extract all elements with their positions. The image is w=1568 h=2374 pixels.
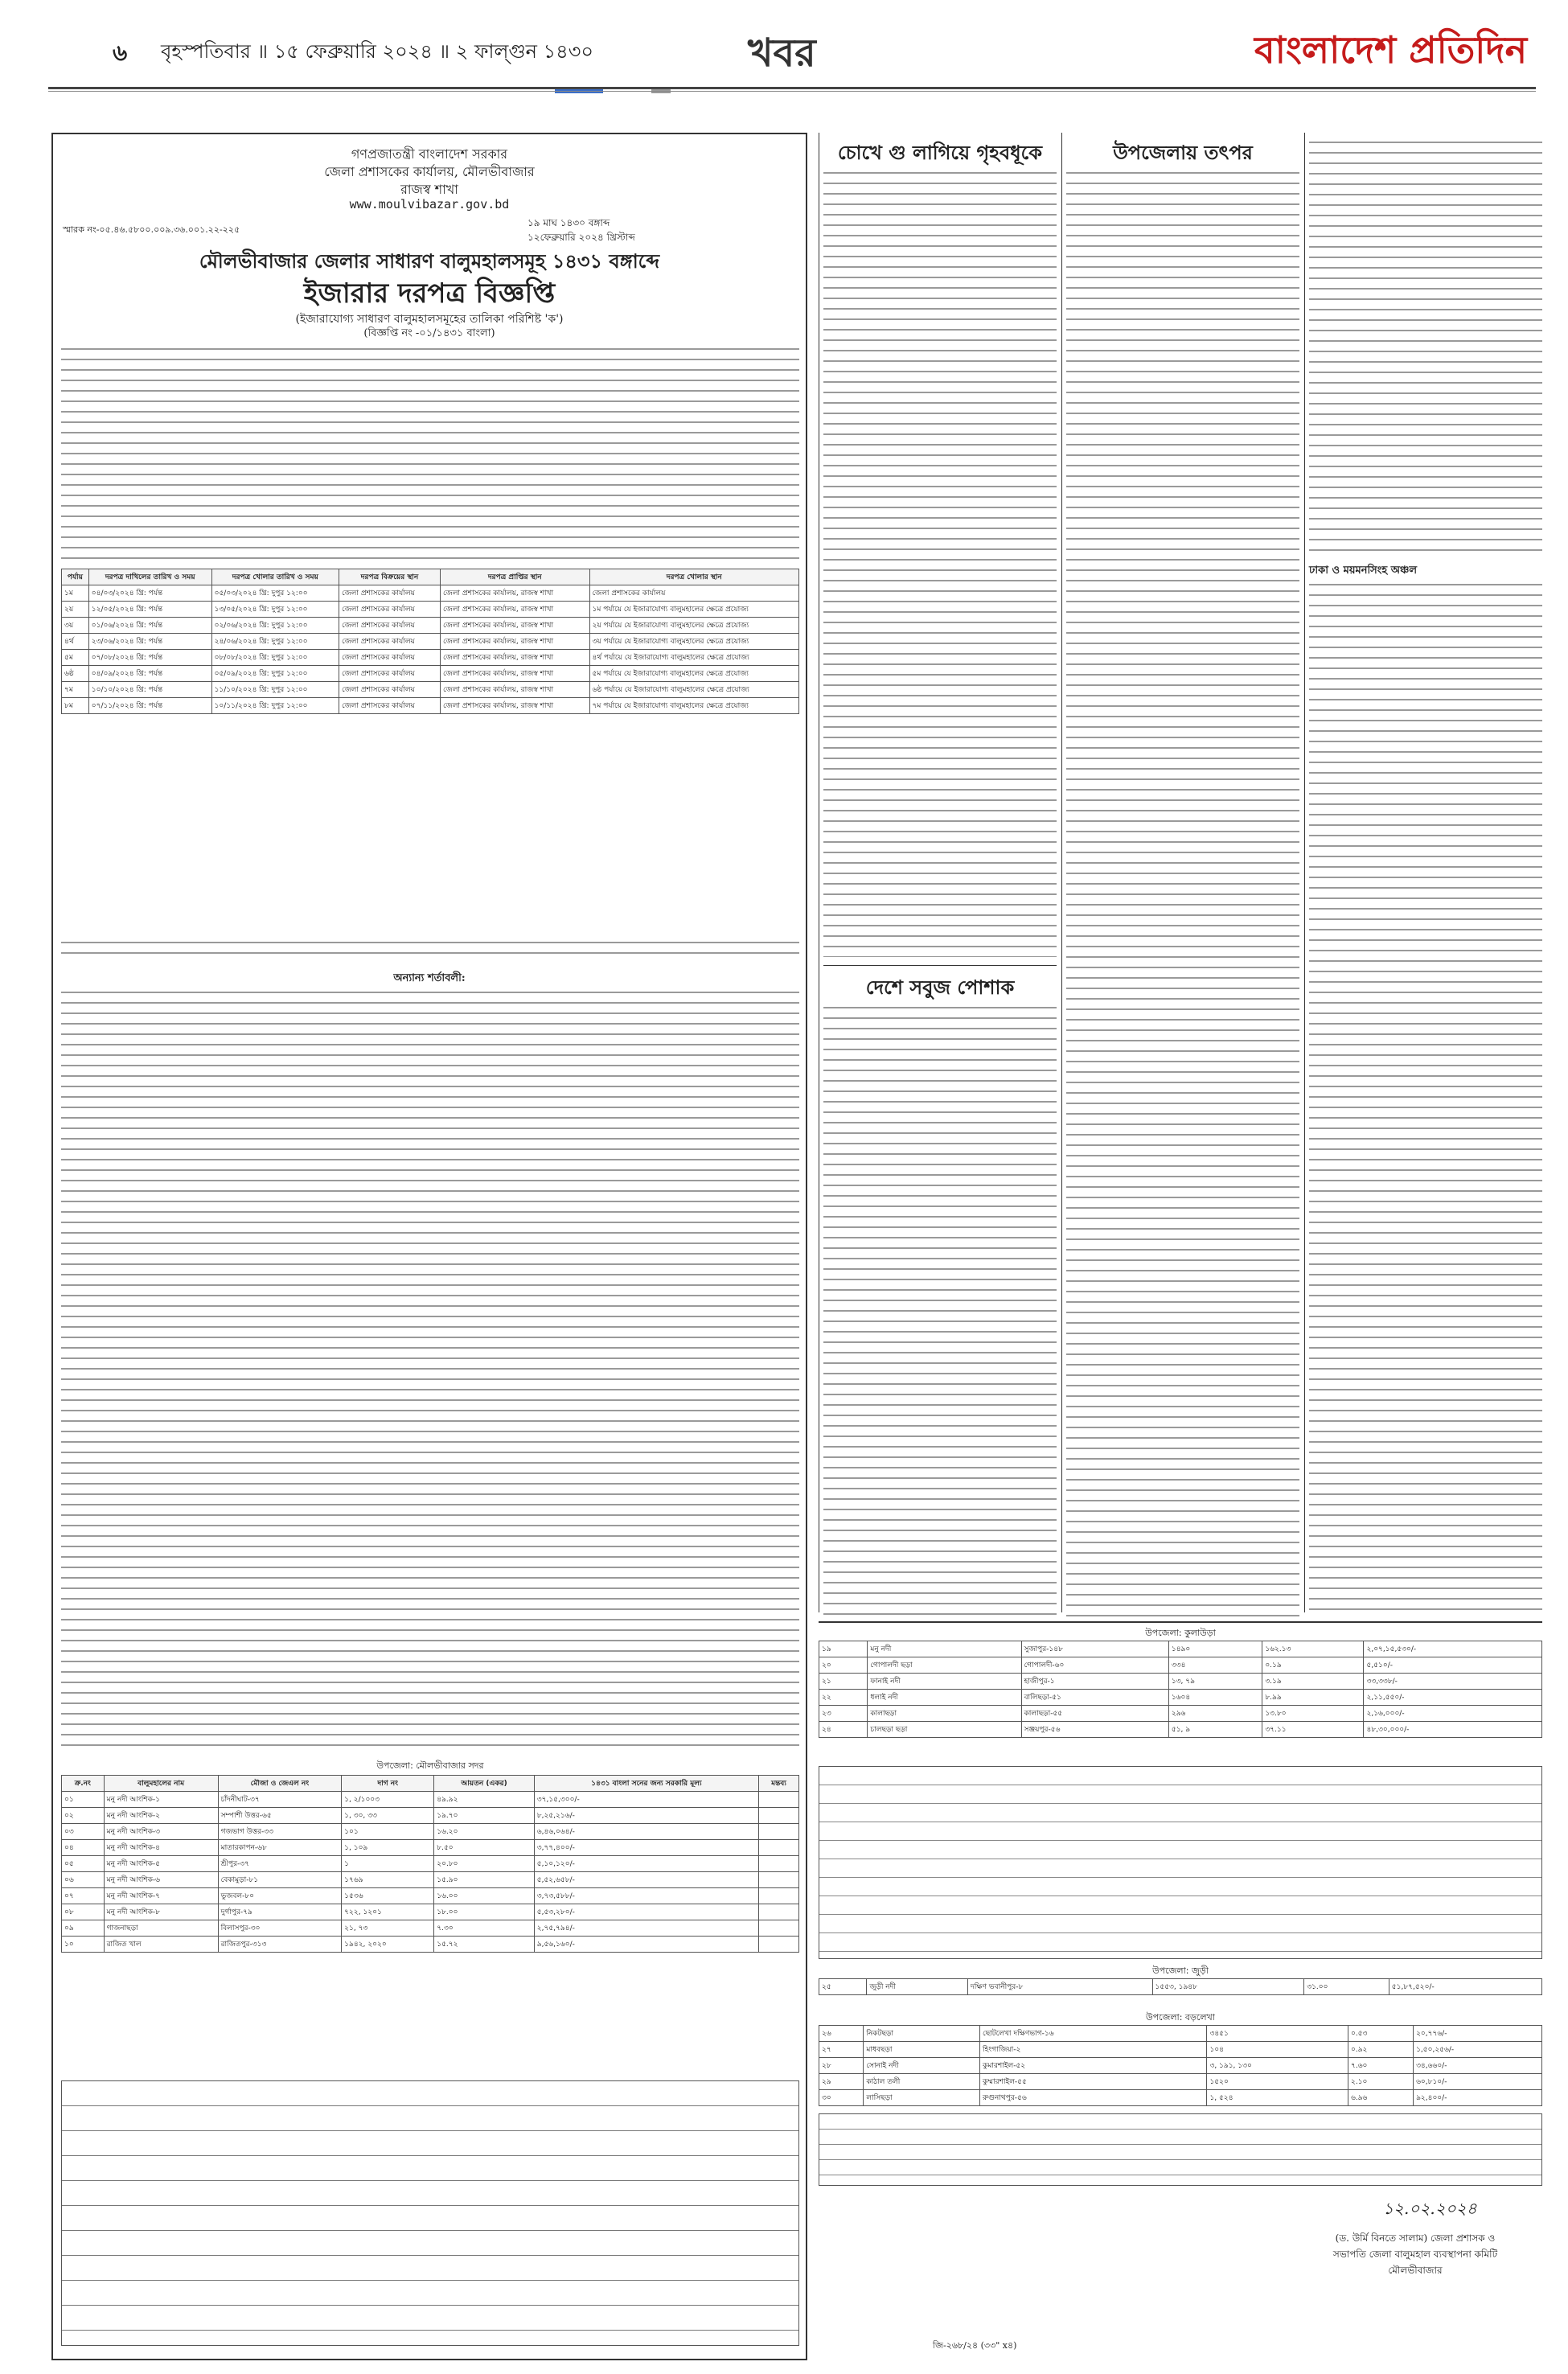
annex-cell (759, 1920, 799, 1937)
annex-cell: ০৭ (62, 1888, 105, 1904)
annex-row (819, 2042, 1542, 2058)
notice-memo: স্মারক নং-০৫.৪৬.৫৮০০.০০৯.৩৬.০০১.২২-২২৫ (63, 224, 240, 235)
page-number: ৬ (113, 39, 128, 66)
annex-cell: সম্পাশী উত্তর-৬৫ (218, 1808, 342, 1824)
annex-cell: ১, ১০৯ (342, 1840, 434, 1856)
annex-cell: ৬০,৮১০/- (1414, 2074, 1542, 2090)
annex-col: মৌজা ও জেএল নং (218, 1776, 342, 1792)
annex-cell: ১৫.৭২ (434, 1937, 535, 1953)
annex-cell: ৬.৯৬ (1348, 2090, 1413, 2106)
annex-cell: ২৮ (819, 2058, 864, 2074)
annex-col: দাগ নং (342, 1776, 434, 1792)
schedule-row (62, 698, 799, 714)
annex-cell: ২৯৬ (1168, 1706, 1262, 1722)
annex-cell: মাতারকাপন-৬৮ (218, 1840, 342, 1856)
annex-cell: মনু নদী আংশিক-৩ (104, 1824, 218, 1840)
headline-crime: চোখে গু লাগিয়ে গৃহবধূকে (837, 142, 1043, 164)
schedule-cell: জেলা প্রশাসকের কার্যালয়, রাজস্ব শাখা (441, 666, 589, 682)
schedule-col: দরপত্র বিক্রয়ের স্থান (339, 569, 440, 585)
annex-cell: ৮,২৫,২১৬/- (534, 1808, 758, 1824)
annex-cell: ১৩.৮০ (1262, 1706, 1364, 1722)
annex-row (819, 1706, 1542, 1722)
schedule-cell: ৮ম (62, 698, 89, 714)
annex-row (819, 1979, 1542, 1995)
annex-cell: ০৪ (62, 1840, 105, 1856)
article-divider (823, 965, 1057, 966)
annex-cell: ২,০৭,১৫,৫৩০/- (1364, 1641, 1542, 1657)
schedule-cell: জেলা প্রশাসকের কার্যালয়, রাজস্ব শাখা (441, 682, 589, 698)
annex-cell: নিকটছড়া (864, 2026, 980, 2042)
schedule-cell: ০৭/০৮/২০২৪ খ্রি: পর্যন্ত (88, 650, 211, 666)
notice-branch: রাজস্ব শাখা (400, 182, 458, 197)
annex-table (61, 1775, 799, 1953)
notice-intro-text (61, 345, 799, 562)
annex-cell: দুর্গাপুর-৭৯ (218, 1904, 342, 1920)
annex-cell: দক্ষিণ ভবানীপুর-৮ (967, 1979, 1152, 1995)
annex-cell: মনু নদী আংশিক-৬ (104, 1872, 218, 1888)
issue-date: বৃহস্পতিবার ॥ ১৫ ফেব্রুয়ারি ২০২৪ ॥ ২ ফাল্গুন ১৪৩০ (161, 40, 593, 63)
annex-col: বালুমহালের নাম (104, 1776, 218, 1792)
annex-cell: মনু নদী আংশিক-৮ (104, 1904, 218, 1920)
annex-cell: গোপালদী-৬০ (1021, 1657, 1168, 1674)
schedule-row (62, 585, 799, 602)
header-rule (48, 87, 1536, 89)
annex-cell: ০৩ (62, 1824, 105, 1840)
section-title: খবর (748, 31, 816, 76)
signature: ১২.০২.২০২৪ (1383, 2199, 1477, 2218)
annex-cell (759, 1792, 799, 1808)
signer-details: (ড. উর্মি বিনতে সালাম) জেলা প্রশাসক ও সভাপতি জেলা বালুমহাল ব্যবস্থাপনা কমিটি মৌলভীবাজার (1332, 2232, 1498, 2276)
annex-cell: ১৯৪২, ২০২০ (342, 1937, 434, 1953)
annex-row (62, 1920, 799, 1937)
annex-cell: ১৫.৯০ (434, 1872, 535, 1888)
conditions-heading: অন্যান্য শর্তাবলী: (393, 972, 466, 984)
annex-cell: ২৫ (819, 1979, 867, 1995)
annex-cell: মনু নদী আংশিক-২ (104, 1808, 218, 1824)
schedule-cell: ০৮/০৮/২০২৪ খ্রি: দুপুর ১২:০০ (211, 650, 339, 666)
annex-row (819, 2026, 1542, 2042)
annex-cell: ৩৪,৬৬০/- (1414, 2058, 1542, 2074)
annex-cell: হিংগাজিয়া-২ (980, 2042, 1207, 2058)
annex-cell: ১৭৬৯ (342, 1872, 434, 1888)
schedule-cell: ৩য় পর্যায়ে যে ইজারাযোগ্য বালুমহালের ক্ষেত্রে প্রযোজ্য (589, 634, 799, 650)
annex-cell: ১৫৫৩, ১৯৪৮ (1152, 1979, 1304, 1995)
annex-cell: ২৯ (819, 2074, 864, 2090)
annex-kulaura-continued (819, 1766, 1542, 1959)
annex-cell: মাধবছড়া (864, 2042, 980, 2058)
annex-cell: গোপালদী ছড়া (868, 1657, 1021, 1674)
annex-row (819, 1690, 1542, 1706)
annex-cell: বালিছড়া-৫১ (1021, 1690, 1168, 1706)
annex-cell: ৩, ১৯১, ১৩০ (1207, 2058, 1348, 2074)
annex-cell: ৯২,৪০০/- (1414, 2090, 1542, 2106)
schedule-cell: ০৫/০৯/২০২৪ খ্রি: দুপুর ১২:০০ (211, 666, 339, 682)
schedule-cell: ১১/১০/২০২৪ খ্রি: দুপুর ১২:০০ (211, 682, 339, 698)
annex-cell: ১, ২/১০০৩ (342, 1792, 434, 1808)
annex-cell: ৩০ (819, 2090, 864, 2106)
schedule-cell: ৭ম পর্যায়ে যে ইজারাযোগ্য বালুমহালের ক্ষেত্রে প্রযোজ্য (589, 698, 799, 714)
schedule-cell: জেলা প্রশাসকের কার্যালয়, রাজস্ব শাখা (441, 585, 589, 602)
column-rule (1061, 133, 1062, 1612)
annex-cell: বেকামুড়া-৮১ (218, 1872, 342, 1888)
schedule-cell: ৭ম (62, 682, 89, 698)
annex-col: ক্র.নং (62, 1776, 105, 1792)
annex-cell: ১৬০৪ (1168, 1690, 1262, 1706)
schedule-cell: জেলা প্রশাসকের কার্যালয় (339, 602, 440, 618)
schedule-cell: জেলা প্রশাসকের কার্যালয় (339, 666, 440, 682)
annex-cell: ০.৫৩ (1348, 2026, 1413, 2042)
annex-cell: ২,১৬,০০০/- (1364, 1706, 1542, 1722)
annex-cell: ১৮.০০ (434, 1904, 535, 1920)
annex-cell: ১, ৫২৪ (1207, 2090, 1348, 2106)
schedule-cell: জেলা প্রশাসকের কার্যালয় (339, 618, 440, 634)
schedule-cell: জেলা প্রশাসকের কার্যালয়, রাজস্ব শাখা (441, 650, 589, 666)
schedule-cell: জেলা প্রশাসকের কার্যালয়, রাজস্ব শাখা (441, 698, 589, 714)
annex-cell: ৮.৫০ (434, 1840, 535, 1856)
notice-website[interactable]: www.moulvibazar.gov.bd (349, 197, 510, 212)
annex-cell: ০৯ (62, 1920, 105, 1937)
schedule-cell: ০৪/০৩/২০২৪ খ্রি: পর্যন্ত (88, 585, 211, 602)
annex-cell: রুগুনাথপুর-৫৬ (980, 2090, 1207, 2106)
annex-header-row (62, 1776, 799, 1792)
schedule-row (62, 682, 799, 698)
schedule-col: দরপত্র প্রাপ্তির স্থান (441, 569, 589, 585)
annex-heading-kulaura: উপজেলা: কুলাউড়া (1145, 1628, 1216, 1638)
annex-cell (759, 1937, 799, 1953)
annex-cell: ছোটলেখা দক্ষিণভাগ-১৬ (980, 2026, 1207, 2042)
annex-cell: ৭.৬০ (1348, 2058, 1413, 2074)
schedule-cell: জেলা প্রশাসকের কার্যালয়, রাজস্ব শাখা (441, 634, 589, 650)
annex-cell: সঞ্জয়পুর-৫৬ (1021, 1722, 1168, 1738)
annex-row (819, 1641, 1542, 1657)
annex-row (62, 1856, 799, 1872)
schedule-cell: ১ম (62, 585, 89, 602)
annex-cell: ৩৩,৩৩৮/- (1364, 1674, 1542, 1690)
annex-cell: ভুজবল-৮০ (218, 1888, 342, 1904)
annex-cell: ১০১ (342, 1824, 434, 1840)
schedule-cell: ২য় পর্যায়ে যে ইজারাযোগ্য বালুমহালের ক্ষেত্রে প্রযোজ্য (589, 618, 799, 634)
schedule-cell: ০১/০৬/২০২৪ খ্রি: পর্যন্ত (88, 618, 211, 634)
annex-col: ১৪৩১ বাংলা সনের জন্য সরকারি মূল্য (534, 1776, 758, 1792)
annex-row (62, 1888, 799, 1904)
annex-row (819, 1674, 1542, 1690)
notice-title: মৌলভীবাজার জেলার সাধারণ বালুমহালসমূহ ১৪৩১ বঙ্গাব্দে (199, 249, 660, 273)
annex-cell: ৪৯.৯২ (434, 1792, 535, 1808)
annex-cell: ১৬২.১৩ (1262, 1641, 1364, 1657)
schedule-cell: জেলা প্রশাসকের কার্যালয়, রাজস্ব শাখা (441, 618, 589, 634)
annex-cell: ০.১৯ (1262, 1657, 1364, 1674)
annex-cell: ৮.৯৯ (1262, 1690, 1364, 1706)
annex-row (62, 1840, 799, 1856)
annex-cell: ২,১১,৫৫০/- (1364, 1690, 1542, 1706)
schedule-cell: ৪র্থ পর্যায়ে যে ইজারাযোগ্য বালুমহালের ক্ষেত্রে প্রযোজ্য (589, 650, 799, 666)
headline-green-garments: দেশে সবুজ পোশাক (865, 976, 1015, 999)
annex-cell: জুড়ী নদী (867, 1979, 968, 1995)
annex-cell: মনু নদী আংশিক-১ (104, 1792, 218, 1808)
annex-row (819, 1657, 1542, 1674)
annex-table-continued (61, 2080, 799, 2346)
schedule-cell: জেলা প্রশাসকের কার্যালয় (589, 585, 799, 602)
annex-cell (759, 1888, 799, 1904)
annex-cell: ৫,৫২,৬৫৮/- (534, 1872, 758, 1888)
annex-cell: ৩,৭৭,৪০০/- (534, 1840, 758, 1856)
article-upazila-cont-2 (1309, 581, 1542, 1616)
annex-cell: কুম্মারশাইল-৫৫ (980, 2074, 1207, 2090)
annex-cell: মনু নদী আংশিক-৭ (104, 1888, 218, 1904)
annex-cell: ৭.৩০ (434, 1920, 535, 1937)
schedule-cell: ১ম পর্যায়ে যে ইজারাযোগ্য বালুমহালের ক্ষেত্রে প্রযোজ্য (589, 602, 799, 618)
annex-cell: মনু নদী (868, 1641, 1021, 1657)
schedule-cell: জেলা প্রশাসকের কার্যালয় (339, 634, 440, 650)
annex-cell: ২,৭৫,৭৯৪/- (534, 1920, 758, 1937)
annex-col: আয়তন (একর) (434, 1776, 535, 1792)
schedule-cell: ০৫/০৩/২০২৪ খ্রি: দুপুর ১২:০০ (211, 585, 339, 602)
schedule-col: দরপত্র খোলার তারিখ ও সময় (211, 569, 339, 585)
annex-row (62, 1792, 799, 1808)
schedule-cell: ৪র্থ (62, 634, 89, 650)
annex-cell: ৬,৪৬,০৬৪/- (534, 1824, 758, 1840)
annex-cell: কুমারশাইল-৫২ (980, 2058, 1207, 2074)
annex-cell: ০২ (62, 1808, 105, 1824)
annex-cell: ১৩, ৭৯ (1168, 1674, 1262, 1690)
schedule-row (62, 634, 799, 650)
article-crime-body (823, 169, 1057, 957)
annex-cell: বিলাসপুর-৩০ (218, 1920, 342, 1937)
schedule-cell: ২৪/০৬/২০২৪ খ্রি: দুপুর ১২:০০ (211, 634, 339, 650)
annex-row (819, 2090, 1542, 2106)
annex-borolekha-continued (819, 2113, 1542, 2186)
annex-cell (759, 1904, 799, 1920)
notice-heading: ইজারার দরপত্র বিজ্ঞপ্তি (303, 277, 556, 310)
article-upazila-cont-1 (1309, 138, 1542, 557)
schedule-cell: ৬ষ্ঠ পর্যায়ে যে ইজারাযোগ্য বালুমহালের ক্ষেত্রে প্রযোজ্য (589, 682, 799, 698)
annex-cell (759, 1856, 799, 1872)
schedule-cell: জেলা প্রশাসকের কার্যালয় (339, 585, 440, 602)
notice-date-bangla: ১৯ মাঘ ১৪৩০ বঙ্গাব্দ (527, 217, 610, 228)
annex-cell: চালছড়া ছড়া (868, 1722, 1021, 1738)
annex-cell: ৫১, ৯ (1168, 1722, 1262, 1738)
annex-row (62, 1824, 799, 1840)
conditions-text (61, 988, 799, 1752)
annex-cell: ০১ (62, 1792, 105, 1808)
annex-cell: ৩৭.১১ (1262, 1722, 1364, 1738)
annex-cell: ২০,৭৭৬/- (1414, 2026, 1542, 2042)
annex-cell: ২৬ (819, 2026, 864, 2042)
article-green-body (823, 1004, 1057, 1615)
annex-cell: ২১, ৭৩ (342, 1920, 434, 1937)
annex-cell: ১০৪ (1207, 2042, 1348, 2058)
annex-row (62, 1808, 799, 1824)
schedule-cell: ৫ম (62, 650, 89, 666)
annex-cell (759, 1872, 799, 1888)
annex-row (62, 1872, 799, 1888)
annex-cell: সুজাপুর-১৪৮ (1021, 1641, 1168, 1657)
annex-cell: গজভাগ উত্তর-৩৩ (218, 1824, 342, 1840)
notice-reference: (বিজ্ঞপ্তি নং -০১/১৪৩১ বাংলা) (363, 327, 495, 339)
schedule-cell: ২য় (62, 602, 89, 618)
annex-cell: রাজিত খাল (104, 1937, 218, 1953)
annex-cell: ১, ৩০, ৩৩ (342, 1808, 434, 1824)
annex-cell: ০৮ (62, 1904, 105, 1920)
schedule-cell: ০২/০৬/২০২৪ খ্রি: দুপুর ১২:০০ (211, 618, 339, 634)
annex-col: মন্তব্য (759, 1776, 799, 1792)
annex-cell (759, 1808, 799, 1824)
schedule-row (62, 666, 799, 682)
page-header (0, 0, 1568, 121)
notice-note-text (61, 939, 799, 963)
schedule-cell: জেলা প্রশাসকের কার্যালয় (339, 698, 440, 714)
schedule-cell: ২৩/০৬/২০২৪ খ্রি: পর্যন্ত (88, 634, 211, 650)
annex-cell: লাসিছড়া (864, 2090, 980, 2106)
annex-cell: ১৫২০ (1207, 2074, 1348, 2090)
annex-cell: ১৬.০০ (434, 1888, 535, 1904)
annex-cell: ৯,৫৬,১৬০/- (534, 1937, 758, 1953)
annex-row (819, 1722, 1542, 1738)
annex-cell: ০.৯২ (1348, 2042, 1413, 2058)
annex-cell: ৩৪৫১ (1207, 2026, 1348, 2042)
schedule-row (62, 650, 799, 666)
annex-cell: ০৫ (62, 1856, 105, 1872)
annex-cell: ২১ (819, 1674, 868, 1690)
schedule-row (62, 618, 799, 634)
header-rule-thin (48, 91, 1536, 92)
annex-row (819, 2074, 1542, 2090)
schedule-cell: জেলা প্রশাসকের কার্যালয় (339, 650, 440, 666)
annex-cell: ৭২২, ১২০১ (342, 1904, 434, 1920)
annex-cell: ১০ (62, 1937, 105, 1953)
annex-cell: ৩.১৯ (1262, 1674, 1364, 1690)
annex-cell: শ্রীপুর-৩৭ (218, 1856, 342, 1872)
annex-cell: ০৬ (62, 1872, 105, 1888)
annex-cell: ২৭ (819, 2042, 864, 2058)
annex-cell: কালাছড়া-৫৫ (1021, 1706, 1168, 1722)
annex-cell: ২০.৮০ (434, 1856, 535, 1872)
schedule-row (62, 602, 799, 618)
annex-row (62, 1937, 799, 1953)
schedule-col: পর্যায় (62, 569, 89, 585)
annex-cell: ২০ (819, 1657, 868, 1674)
annex-cell: ১,৫০,২৫৬/- (1414, 2042, 1542, 2058)
annex-heading: উপজেলা: মৌলভীবাজার সদর (376, 1760, 484, 1771)
annex-kulaura-table (819, 1641, 1542, 1738)
newspaper-logo: বাংলাদেশ প্রতিদিন (1254, 28, 1528, 72)
annex-cell: কাঠাল তলী (864, 2074, 980, 2090)
annex-cell: ২.১০ (1348, 2074, 1413, 2090)
annex-cell: কালাছড়া (868, 1706, 1021, 1722)
schedule-col: দরপত্র খোলার স্থান (589, 569, 799, 585)
annex-cell: ধলাই নদী (868, 1690, 1021, 1706)
ad-code: জি-২৬৮/২৪ (৩৩" x৪) (933, 2340, 1017, 2351)
schedule-table (61, 569, 799, 714)
schedule-cell: ৩য় (62, 618, 89, 634)
schedule-cell: ০৭/১১/২০২৪ খ্রি: পর্যন্ত (88, 698, 211, 714)
annex-cell: ১৬.২০ (434, 1824, 535, 1840)
annex-cell: রাজিতপুর-৩১৩ (218, 1937, 342, 1953)
schedule-cell: ১০/১০/২০২৪ খ্রি: পর্যন্ত (88, 682, 211, 698)
annex-cell: হাজীপুর-১ (1021, 1674, 1168, 1690)
annex-cell: চাঁদনীঘাট-৩৭ (218, 1792, 342, 1808)
annex-cell: ১৯ (819, 1641, 868, 1657)
schedule-cell: ০৪/০৯/২০২৪ খ্রি: পর্যন্ত (88, 666, 211, 682)
annex-cell: ৩৭,১৫,৩০০/- (534, 1792, 758, 1808)
schedule-cell: ৫ম পর্যায়ে যে ইজারাযোগ্য বালুমহালের ক্ষেত্রে প্রযোজ্য (589, 666, 799, 682)
schedule-cell: ১২/০৫/২০২৪ খ্রি: পর্যন্ত (88, 602, 211, 618)
annex-cell: সোনাই নদী (864, 2058, 980, 2074)
notice-subtitle: (ইজারাযোগ্য সাধারণ বালুমহালসমূহের তালিকা পরিশিষ্ট 'ক') (295, 313, 564, 326)
annex-cell: মনু নদী আংশিক-৪ (104, 1840, 218, 1856)
schedule-cell: জেলা প্রশাসকের কার্যালয়, রাজস্ব শাখা (441, 602, 589, 618)
headline-upazila: উপজেলায় তৎপর (1113, 142, 1253, 164)
annex-cell: গাজনাছড়া (104, 1920, 218, 1937)
notice-office: জেলা প্রশাসকের কার্যালয়, মৌলভীবাজার (324, 164, 535, 179)
annex-cell: ৪৮,৩০,০০০/- (1364, 1722, 1542, 1738)
annex-cell: ৫,৫৩,২৮০/- (534, 1904, 758, 1920)
annex-top-rule (819, 1621, 1542, 1623)
annex-juri-table (819, 1978, 1542, 1995)
annex-cell (759, 1824, 799, 1840)
annex-cell: মনু নদী আংশিক-৫ (104, 1856, 218, 1872)
tender-notice (51, 133, 807, 2360)
schedule-cell: ৬ষ্ঠ (62, 666, 89, 682)
annex-cell: ৫,১০,১২০/- (534, 1856, 758, 1872)
annex-borolekha-table (819, 2025, 1542, 2106)
annex-cell: ৩৩৪ (1168, 1657, 1262, 1674)
annex-cell: ১৯.৭০ (434, 1808, 535, 1824)
annex-cell: ২২ (819, 1690, 868, 1706)
article-upazila-body (1066, 169, 1299, 1616)
column-rule (1304, 133, 1305, 1612)
annex-cell: ১৪৯০ (1168, 1641, 1262, 1657)
annex-cell (759, 1840, 799, 1856)
annex-cell: ২৪ (819, 1722, 868, 1738)
annex-cell: ৩১.০০ (1304, 1979, 1389, 1995)
annex-cell: ১ (342, 1856, 434, 1872)
region-heading: ঢাকা ও ময়মনসিংহ অঞ্চল (1309, 565, 1418, 577)
schedule-cell: ১৩/০৫/২০২৪ খ্রি: দুপুর ১২:০০ (211, 602, 339, 618)
annex-row (819, 2058, 1542, 2074)
schedule-cell: ১০/১১/২০২৪ খ্রি: দুপুর ১২:০০ (211, 698, 339, 714)
notice-date-english: ১২ফেব্রুয়ারি ২০২৪ খ্রিস্টাব্দ (527, 232, 635, 243)
annex-cell: ৫১,৮৭,৫২০/- (1389, 1979, 1541, 1995)
schedule-cell: জেলা প্রশাসকের কার্যালয় (339, 682, 440, 698)
schedule-col: দরপত্র দাখিলের তারিখ ও সময় (88, 569, 211, 585)
notice-gov: গণপ্রজাতন্ত্রী বাংলাদেশ সরকার (351, 146, 508, 162)
annex-cell: ২৩ (819, 1706, 868, 1722)
schedule-header-row (62, 569, 799, 585)
annex-cell: ফানাই নদী (868, 1674, 1021, 1690)
annex-row (62, 1904, 799, 1920)
annex-heading-juri: উপজেলা: জুড়ী (1152, 1965, 1209, 1976)
annex-heading-borolekha: উপজেলা: বড়লেখা (1146, 2012, 1215, 2023)
annex-cell: ৩,৭৩,৫৮৮/- (534, 1888, 758, 1904)
annex-cell: ১৫৩৬ (342, 1888, 434, 1904)
annex-cell: ৫,৫১০/- (1364, 1657, 1542, 1674)
